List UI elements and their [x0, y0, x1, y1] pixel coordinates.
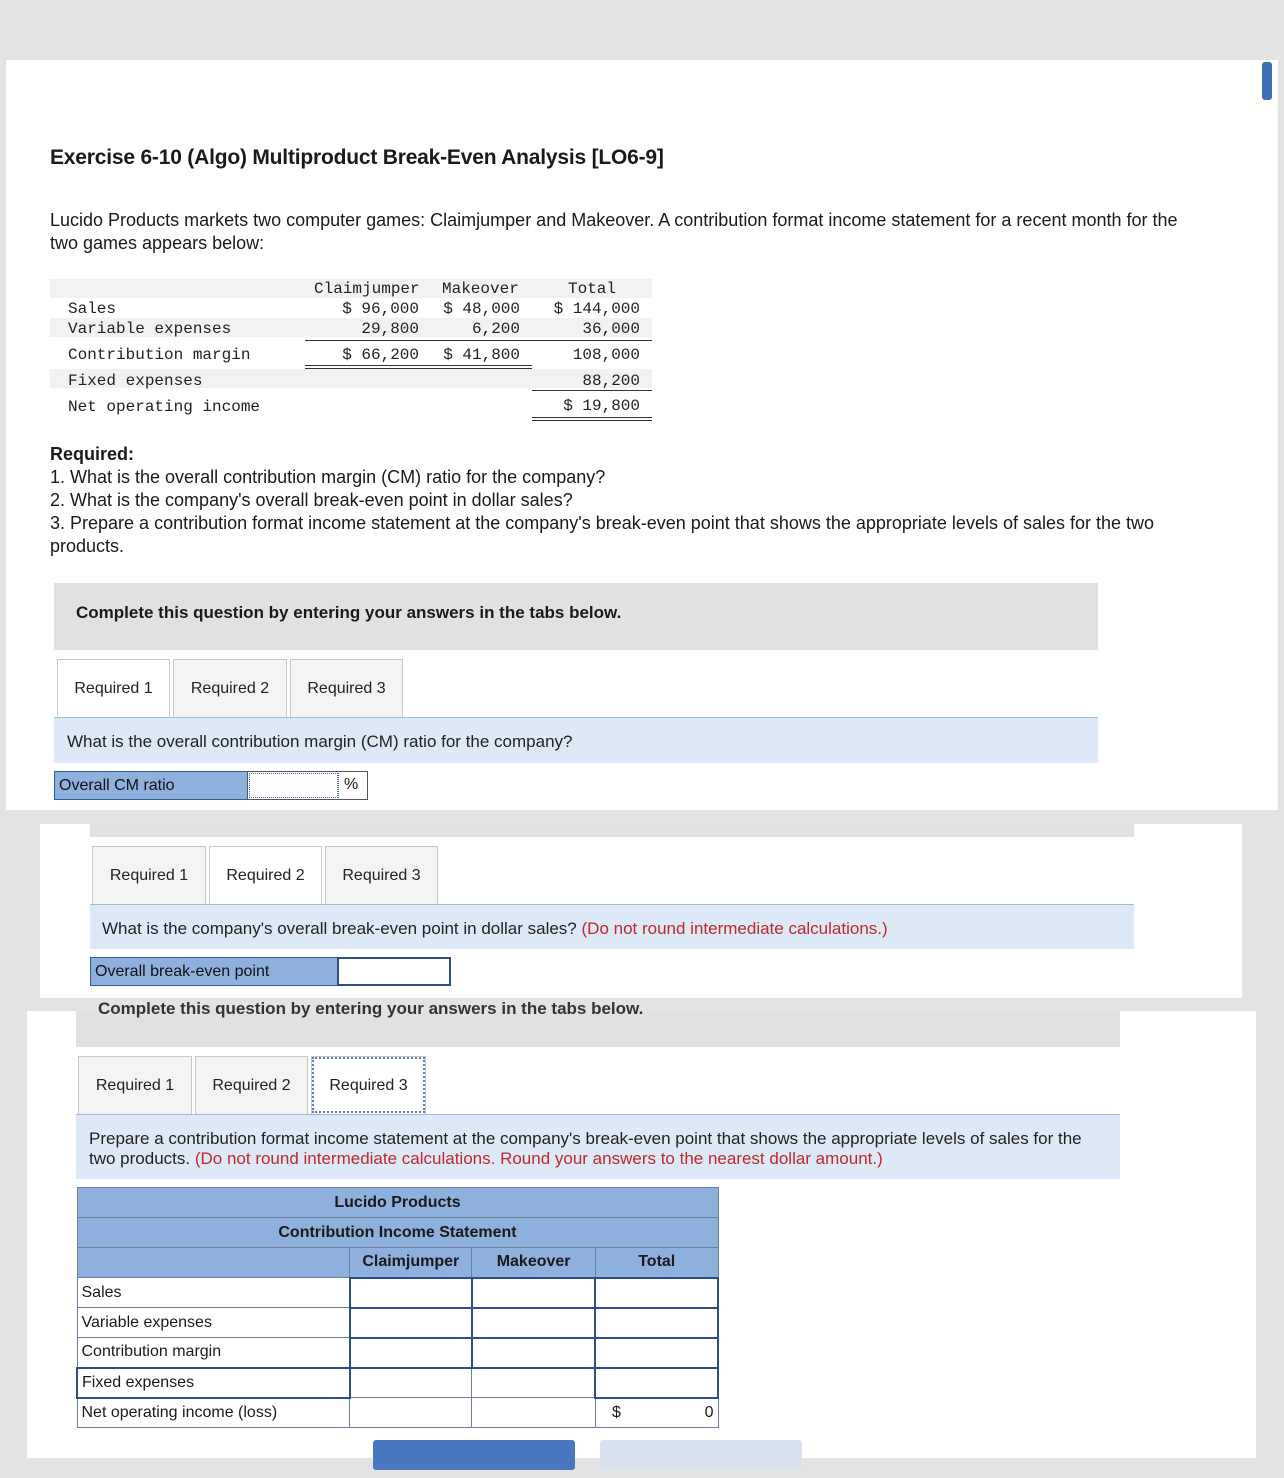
col-claimjumper: Claimjumper — [350, 1248, 472, 1278]
required-heading: Required: — [50, 444, 135, 464]
tab-required-1[interactable]: Required 1 — [78, 1056, 192, 1114]
variable-claimjumper-input[interactable] — [350, 1308, 472, 1338]
col-total: Total — [595, 1248, 718, 1278]
instruction-bar-cropped — [76, 999, 1120, 1047]
exercise-title: Exercise 6-10 (Algo) Multiproduct Break-Even Analysis [LO6-9] — [50, 146, 664, 169]
col-header-total: Total — [568, 280, 617, 298]
cm-claimjumper-input[interactable] — [350, 1338, 472, 1368]
row-label-variable: Variable expenses — [68, 320, 232, 338]
row-contribution-margin: Contribution margin — [77, 1338, 350, 1368]
noi-claimjumper-cell — [350, 1398, 472, 1428]
variable-makeover-input[interactable] — [472, 1308, 596, 1338]
row-sales: Sales — [77, 1278, 350, 1308]
noi-total: $ 19,800 — [563, 397, 640, 415]
required-2-panel — [40, 824, 1242, 998]
fixed-claimjumper-cell — [350, 1368, 472, 1398]
req2-question: What is the company's overall break-even point in dollar sales? — [102, 919, 577, 938]
noi-currency: $ — [611, 1403, 621, 1421]
row-variable-expenses: Variable expenses — [77, 1308, 350, 1338]
underline — [532, 390, 652, 391]
tab-required-3[interactable]: Required 3 — [311, 1056, 426, 1114]
cm-total-input[interactable] — [595, 1338, 718, 1368]
tab-required-2[interactable]: Required 2 — [173, 659, 287, 717]
col-header-makeover: Makeover — [442, 280, 519, 298]
double-underline — [532, 420, 652, 421]
req1-question: What is the overall contribution margin (CM) ratio for the company? — [67, 732, 573, 751]
tab-required-3[interactable]: Required 3 — [290, 659, 403, 717]
question-band — [90, 904, 1134, 949]
double-underline — [305, 365, 532, 366]
tab-required-3[interactable]: Required 3 — [325, 846, 438, 904]
sales-claimjumper: $ 96,000 — [342, 300, 419, 318]
sales-total: $ 144,000 — [553, 300, 640, 318]
scrollbar-thumb[interactable] — [1262, 62, 1272, 100]
req2-note: (Do not round intermediate calculations.) — [581, 919, 888, 938]
col-header-claimjumper: Claimjumper — [314, 280, 420, 298]
break-even-label: Overall break-even point — [90, 957, 338, 986]
row-label-noi: Net operating income — [68, 398, 261, 416]
noi-total-value: 0 — [704, 1403, 714, 1421]
contribution-income-statement — [76, 1187, 719, 1428]
row-label-cm: Contribution margin — [68, 346, 251, 364]
row-label-sales: Sales — [68, 300, 117, 318]
underline — [532, 340, 652, 341]
variable-claimjumper: 29,800 — [361, 320, 419, 338]
req3-note: (Do not round intermediate calculations. Round your answers to the nearest dollar amount.) — [194, 1149, 883, 1168]
blank-header — [77, 1248, 350, 1278]
sales-makeover: $ 48,000 — [443, 300, 520, 318]
col-makeover: Makeover — [472, 1248, 596, 1278]
sales-total-input[interactable] — [595, 1278, 718, 1308]
variable-makeover: 6,200 — [471, 320, 520, 338]
cm-makeover: $ 41,800 — [443, 346, 520, 364]
tab-required-1[interactable]: Required 1 — [92, 846, 206, 904]
noi-makeover-cell — [472, 1398, 596, 1428]
tab-required-1[interactable]: Required 1 — [57, 659, 170, 717]
instruction-bar-cropped — [90, 824, 1134, 837]
row-fixed-expenses: Fixed expenses — [77, 1368, 350, 1398]
cm-ratio-label: Overall CM ratio — [54, 771, 248, 800]
tab-required-2[interactable]: Required 2 — [195, 1056, 308, 1114]
question-band — [76, 1114, 1120, 1179]
cm-ratio-field — [247, 771, 368, 800]
break-even-input[interactable] — [337, 957, 451, 986]
instruction-text-cropped: Complete this question by entering your answers in the tabs below. — [98, 999, 644, 1018]
instruction-bar — [54, 583, 1098, 650]
variable-total-input[interactable] — [595, 1308, 718, 1338]
row-label-fixed: Fixed expenses — [68, 372, 203, 390]
row-net-operating-income: Net operating income (loss) — [77, 1398, 350, 1428]
underline — [305, 340, 532, 341]
question-band — [54, 717, 1098, 763]
required-q3: 3. Prepare a contribution format income statement at the company's break-even point that shows the appropriate levels of sales for the two products. — [50, 513, 1155, 556]
cm-ratio-input[interactable] — [249, 773, 338, 798]
required-q1: 1. What is the overall contribution margin (CM) ratio for the company? — [50, 467, 606, 487]
required-list — [50, 443, 1210, 558]
fixed-total-input[interactable] — [595, 1368, 718, 1398]
company-name: Lucido Products — [77, 1188, 718, 1218]
req3-question: Prepare a contribution format income statement at the company's break-even point that shows the appropriate levels of sales for the two products. — [89, 1129, 1082, 1168]
next-required-button[interactable] — [600, 1440, 802, 1470]
fixed-total: 88,200 — [582, 372, 640, 390]
variable-total: 36,000 — [582, 320, 640, 338]
cm-total: 108,000 — [572, 346, 640, 364]
exercise-intro: Lucido Products markets two computer games: Claimjumper and Makeover. A contribution format income statement for a recent month for the two games appears below: — [50, 210, 1178, 253]
noi-total-cell — [595, 1398, 718, 1428]
cm-claimjumper: $ 66,200 — [342, 346, 419, 364]
percent-sign: % — [338, 773, 358, 798]
double-underline — [305, 368, 532, 369]
instruction-text: Complete this question by entering your answers in the tabs below. — [76, 603, 622, 622]
sales-makeover-input[interactable] — [472, 1278, 596, 1308]
prev-required-button[interactable] — [373, 1440, 575, 1470]
double-underline — [532, 417, 652, 418]
required-q2: 2. What is the company's overall break-even point in dollar sales? — [50, 490, 573, 510]
exercise-panel — [6, 60, 1278, 810]
fixed-makeover-cell — [472, 1368, 596, 1398]
required-3-panel — [27, 999, 1256, 1458]
sales-claimjumper-input[interactable] — [350, 1278, 472, 1308]
cm-makeover-input[interactable] — [472, 1338, 596, 1368]
tab-required-2[interactable]: Required 2 — [209, 846, 322, 904]
statement-title: Contribution Income Statement — [77, 1218, 718, 1248]
